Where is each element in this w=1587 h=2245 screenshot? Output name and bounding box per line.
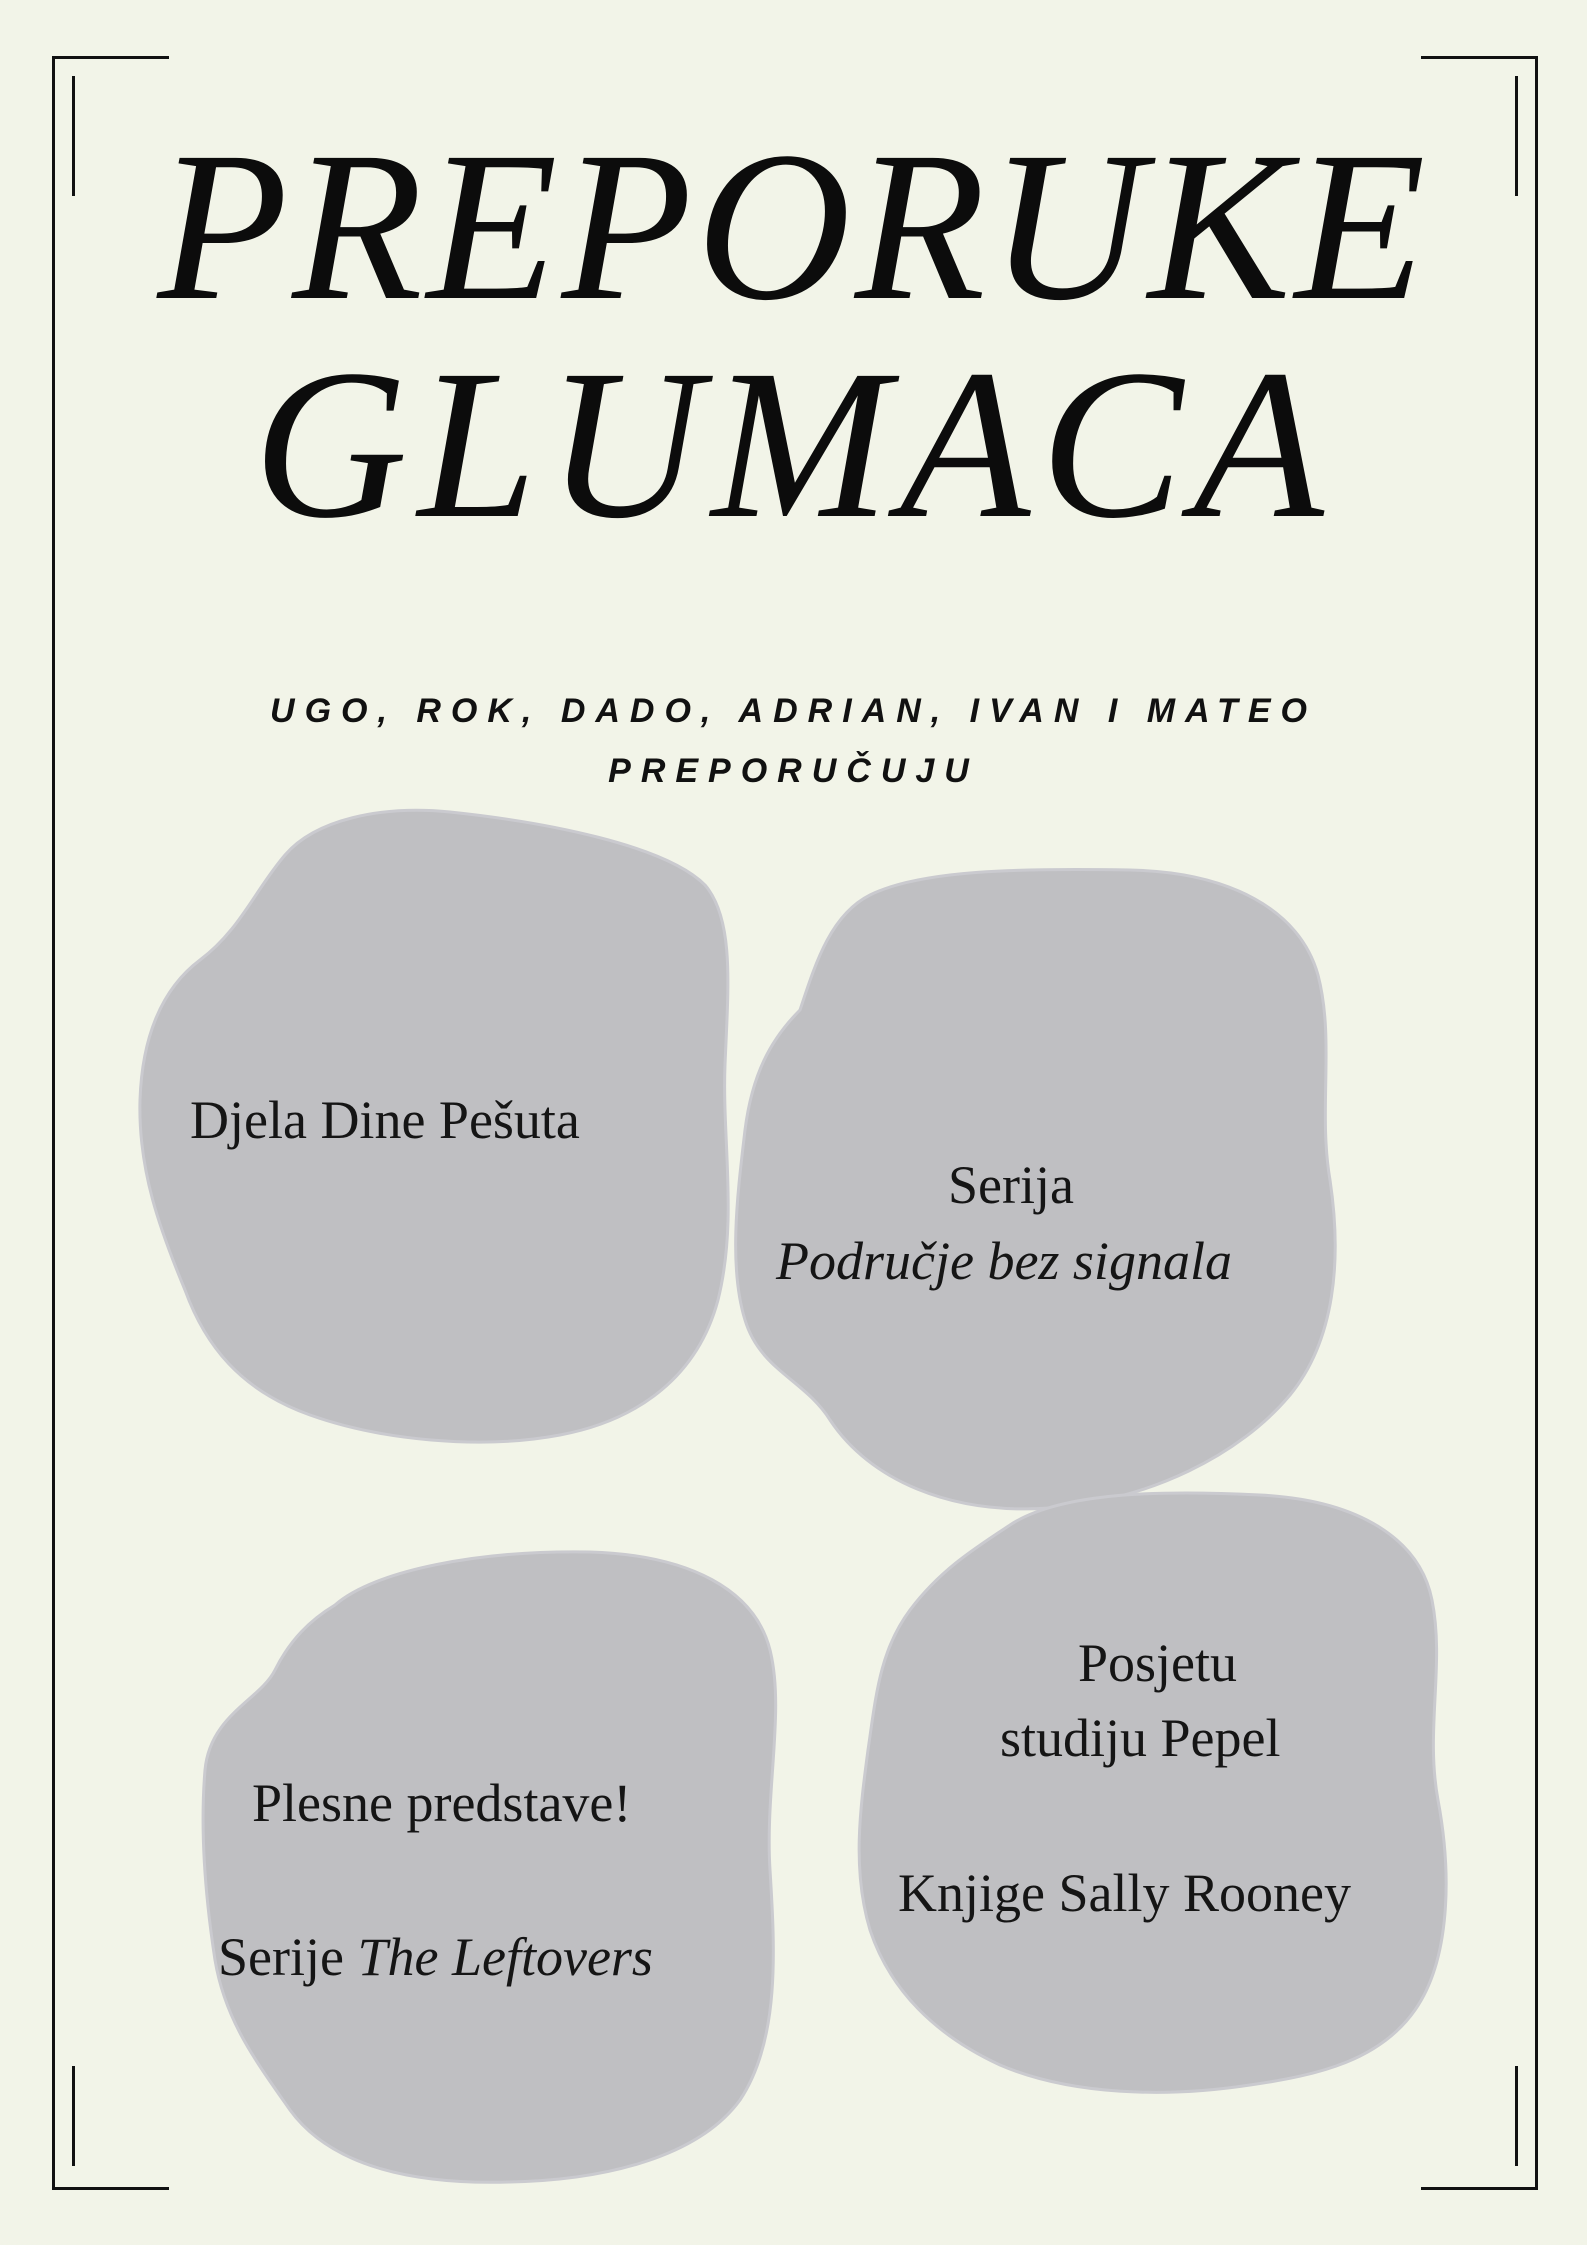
leftovers-prefix: Serije bbox=[218, 1927, 358, 1987]
recommendation-visit-line-1: Posjetu bbox=[1078, 1633, 1238, 1693]
blob-3 bbox=[203, 1552, 776, 2182]
series-title-italic: Područje bez signala bbox=[776, 1231, 1232, 1291]
page-title-line-1: PREPORUKE bbox=[157, 108, 1430, 345]
leftovers-title-italic: The Leftovers bbox=[357, 1927, 653, 1987]
recommendation-visit-line-2: studiju Pepel bbox=[1000, 1708, 1281, 1768]
recommendation-series-label: Serija bbox=[948, 1155, 1074, 1215]
recommendation-leftovers bbox=[218, 1925, 653, 1990]
page-title-line-2: GLUMACA bbox=[253, 326, 1334, 563]
recommendation-dino-pesut: Djela Dine Pešuta bbox=[190, 1090, 580, 1150]
subtitle-line-2: PREPORUČUJU bbox=[608, 752, 979, 790]
recommendation-sally-rooney: Knjige Sally Rooney bbox=[898, 1863, 1351, 1923]
blob-4 bbox=[859, 1493, 1446, 2092]
recommendation-dance-shows: Plesne predstave! bbox=[252, 1773, 632, 1833]
subtitle-line-1: UGO, ROK, DADO, ADRIAN, IVAN I MATEO bbox=[270, 692, 1317, 730]
recommendation-series-title bbox=[776, 1229, 1232, 1294]
